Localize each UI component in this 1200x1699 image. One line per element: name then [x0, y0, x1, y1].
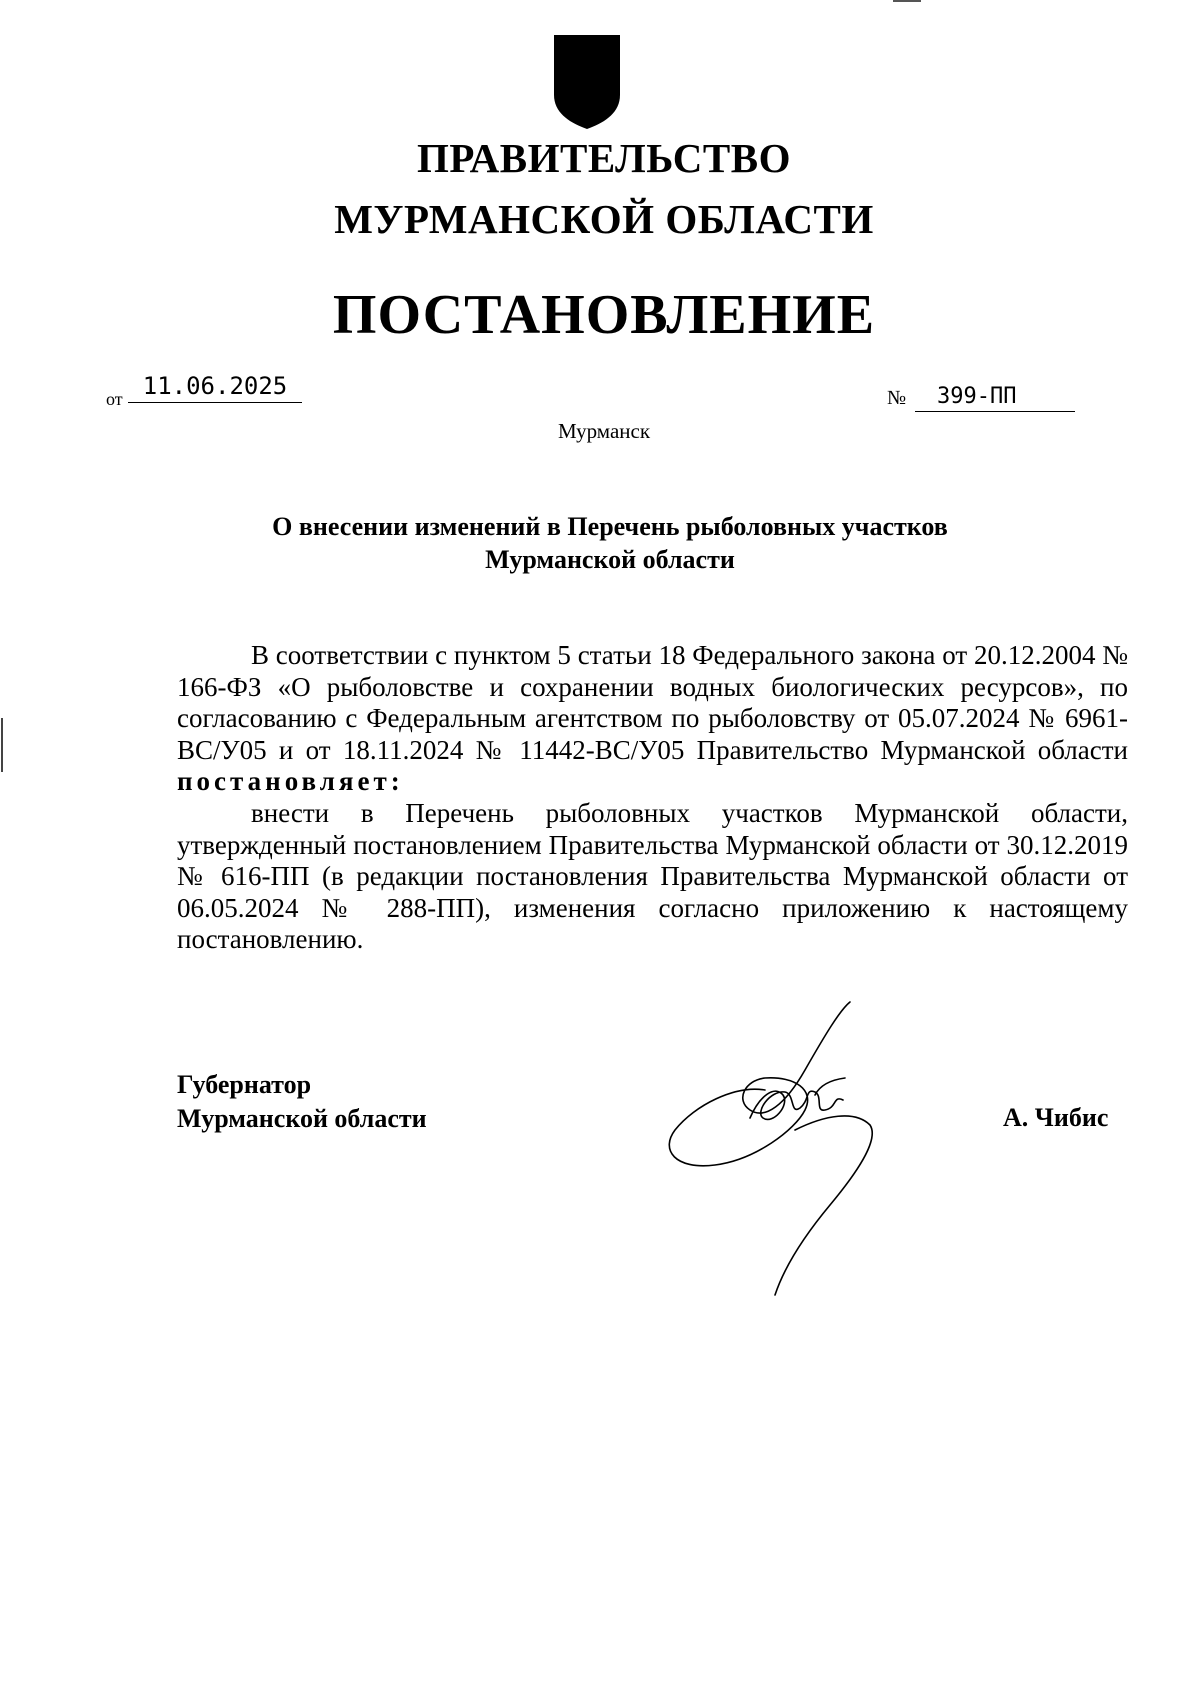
document-body: [177, 640, 1128, 956]
coat-of-arms-emblem: [552, 33, 622, 130]
handwritten-signature: [655, 1000, 895, 1300]
decree-word: постановляет:: [177, 766, 404, 797]
document-type-heading: ПОСТАНОВЛЕНИЕ: [332, 284, 876, 346]
document-number: 399-ПП: [915, 384, 1075, 412]
document-title-line-1: О внесении изменений в Перечень рыболовных участков: [272, 512, 948, 541]
signer-position: [177, 1068, 427, 1136]
document-date: 11.06.2025: [128, 372, 302, 403]
signer-name: А. Чибис: [1003, 1103, 1109, 1132]
government-name-line-2: МУРМАНСКОЙ ОБЛАСТИ: [334, 196, 874, 242]
signer-position-line-2: Мурманской области: [177, 1104, 427, 1133]
government-name-line-1: ПРАВИТЕЛЬСТВО: [416, 135, 792, 181]
body-paragraph-2: внести в Перечень рыболовных участков Мурманской области, утвержденный постановлением Правительства Мурманской области от 30.12.2019 № 616-ПП (в редакции постановления Правительства Мурманской области от 06.05.2024 № 288-ПП), изменения согласно приложению к настоящему постановлению.: [177, 797, 1128, 955]
signer-position-line-1: Губернатор: [177, 1070, 312, 1099]
number-prefix: №: [887, 387, 907, 409]
body-paragraph-1-text: В соответствии с пунктом 5 статьи 18 Федерального закона от 20.12.2004 № 166-ФЗ «О рыболовстве и сохранении водных биологических ресурсов», по согласованию с Федеральным агентством по рыболовству от 05.07.2024 № 6961-ВС/У05 и от 18.11.2024 № 11442-ВС/У05 Правительство Мурманской области: [177, 640, 1128, 765]
date-prefix: от: [106, 389, 123, 409]
scan-artifact-top: [893, 0, 921, 2]
city-name: Мурманск: [557, 419, 651, 443]
scan-artifact-left: [1, 718, 3, 772]
document-title-line-2: Мурманской области: [485, 545, 735, 574]
document-title: [170, 510, 1050, 576]
body-paragraph-1: [177, 640, 1128, 798]
